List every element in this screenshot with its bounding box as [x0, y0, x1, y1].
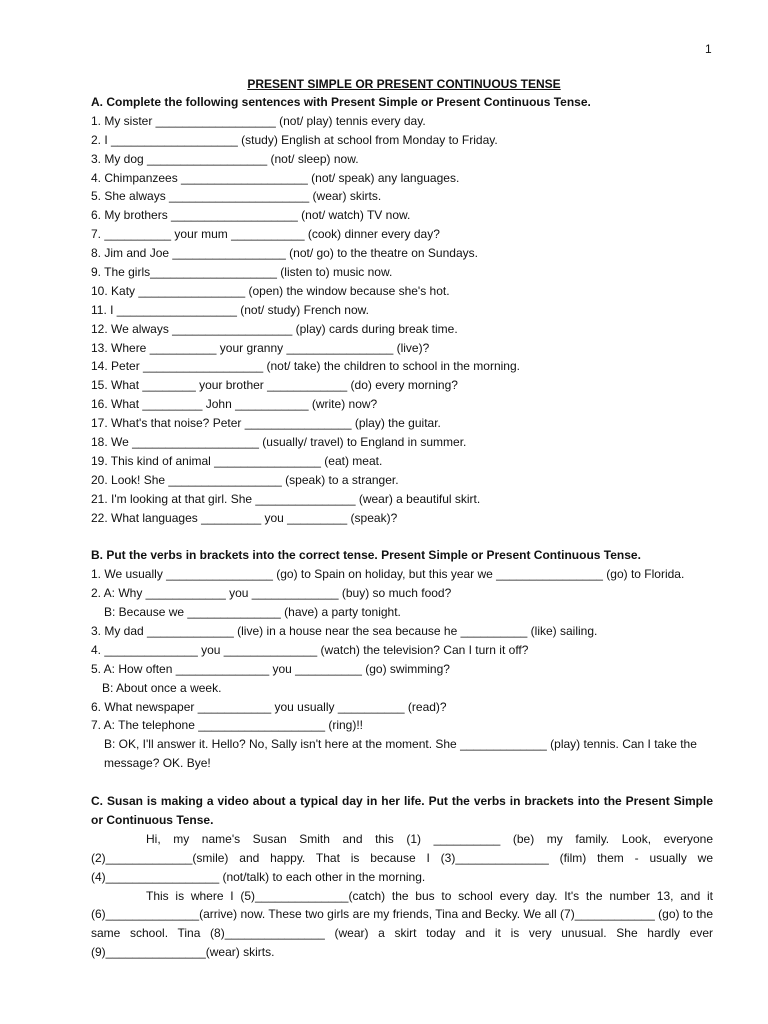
exercise-item: 2. A: Why ____________ you _____________ (buy) so much food? — [91, 586, 452, 601]
exercise-item: 17. What's that noise? Peter ________________ (play) the guitar. — [91, 416, 441, 431]
section-c-paragraphs — [91, 830, 713, 962]
exercise-item: 6. What newspaper ___________ you usually __________ (read)? — [91, 699, 447, 714]
exercise-item: 10. Katy ________________ (open) the window because she's hot. — [91, 283, 450, 298]
exercise-item: 13. Where __________ your granny ________________ (live)? — [91, 340, 430, 355]
section-c — [91, 792, 713, 962]
exercise-item: 9. The girls___________________ (listen to) music now. — [91, 265, 393, 280]
exercise-item: 15. What ________ your brother ____________ (do) every morning? — [91, 378, 458, 393]
exercise-item: B: About once a week. — [102, 680, 222, 695]
page-title: PRESENT SIMPLE OR PRESENT CONTINUOUS TENSE — [247, 77, 561, 91]
exercise-item: 22. What languages _________ you _________ (speak)? — [91, 510, 398, 525]
section-c-heading: C. Susan is making a video about a typical day in her life. Put the verbs in brackets into the Present Simple or Continuous Tense. — [91, 794, 713, 827]
section-b-items — [91, 565, 713, 773]
story-paragraph: This is where I (5)______________(catch) the bus to school every day. It's the number 13, and it (6)______________(arrive) now. These two girls are my friends, Tina and Becky. We all (7)____________ (go) to the same school. Tina (8)_______________ (wear) a skirt today and it is very unusual. She hardly ever (9)_______________(wear) skirts. — [91, 888, 713, 960]
section-a — [91, 93, 713, 528]
exercise-item: 7. A: The telephone ___________________ (ring)!! — [91, 718, 364, 733]
exercise-item: 3. My dog __________________ (not/ sleep) now. — [91, 151, 359, 166]
exercise-item: 5. She always _____________________ (wear) skirts. — [91, 189, 382, 204]
exercise-item: 4. ______________ you ______________ (watch) the television? Can I turn it off? — [91, 642, 529, 657]
exercise-item: 3. My dad _____________ (live) in a house near the sea because he __________ (like) sailing. — [91, 623, 598, 638]
exercise-item: 4. Chimpanzees ___________________ (not/ speak) any languages. — [91, 170, 460, 185]
exercise-item: 12. We always __________________ (play) cards during break time. — [91, 321, 458, 336]
exercise-item: B: Because we ______________ (have) a party tonight. — [104, 605, 401, 620]
exercise-item: 20. Look! She _________________ (speak) to a stranger. — [91, 472, 399, 487]
exercise-item: 1. We usually ________________ (go) to Spain on holiday, but this year we ________________ (go) to Florida. — [91, 567, 685, 582]
page-number: 1 — [705, 42, 712, 56]
section-a-heading: A. Complete the following sentences with Present Simple or Present Continuous Tense. — [91, 95, 591, 109]
exercise-item: 7. __________ your mum ___________ (cook) dinner every day? — [91, 227, 440, 242]
exercise-item: 8. Jim and Joe _________________ (not/ go) to the theatre on Sundays. — [91, 246, 478, 261]
section-b — [91, 546, 713, 773]
exercise-item: 18. We ___________________ (usually/ travel) to England in summer. — [91, 435, 467, 450]
exercise-item: 1. My sister __________________ (not/ play) tennis every day. — [91, 113, 426, 128]
exercise-item: 11. I __________________ (not/ study) French now. — [91, 302, 369, 317]
exercise-item: 5. A: How often ______________ you __________ (go) swimming? — [91, 661, 450, 676]
story-paragraph: Hi, my name's Susan Smith and this (1) __________ (be) my family. Look, everyone (2)_____________(smile) and happy. That is because I (3)______________ (film) them - usually we (4)_________________ (not/talk) to each other in the morning. — [91, 831, 713, 884]
exercise-item: 2. I ___________________ (study) English at school from Monday to Friday. — [91, 132, 498, 147]
exercise-item: 6. My brothers ___________________ (not/ watch) TV now. — [91, 208, 411, 223]
exercise-item: 14. Peter __________________ (not/ take) the children to school in the morning. — [91, 359, 520, 374]
spacer — [91, 773, 713, 792]
exercise-item: 16. What _________ John ___________ (write) now? — [91, 397, 378, 412]
exercise-item: 21. I'm looking at that girl. She _______________ (wear) a beautiful skirt. — [91, 491, 481, 506]
worksheet — [91, 76, 713, 962]
section-b-heading: B. Put the verbs in brackets into the correct tense. Present Simple or Present Continuous Tense. — [91, 548, 641, 563]
exercise-item: 19. This kind of animal ________________ (eat) meat. — [91, 453, 383, 468]
spacer — [91, 528, 713, 547]
section-a-items — [91, 112, 713, 528]
exercise-item: B: OK, I'll answer it. Hello? No, Sally isn't here at the moment. She _____________ (play) tennis. Can I take the message? OK. Bye! — [104, 737, 697, 771]
